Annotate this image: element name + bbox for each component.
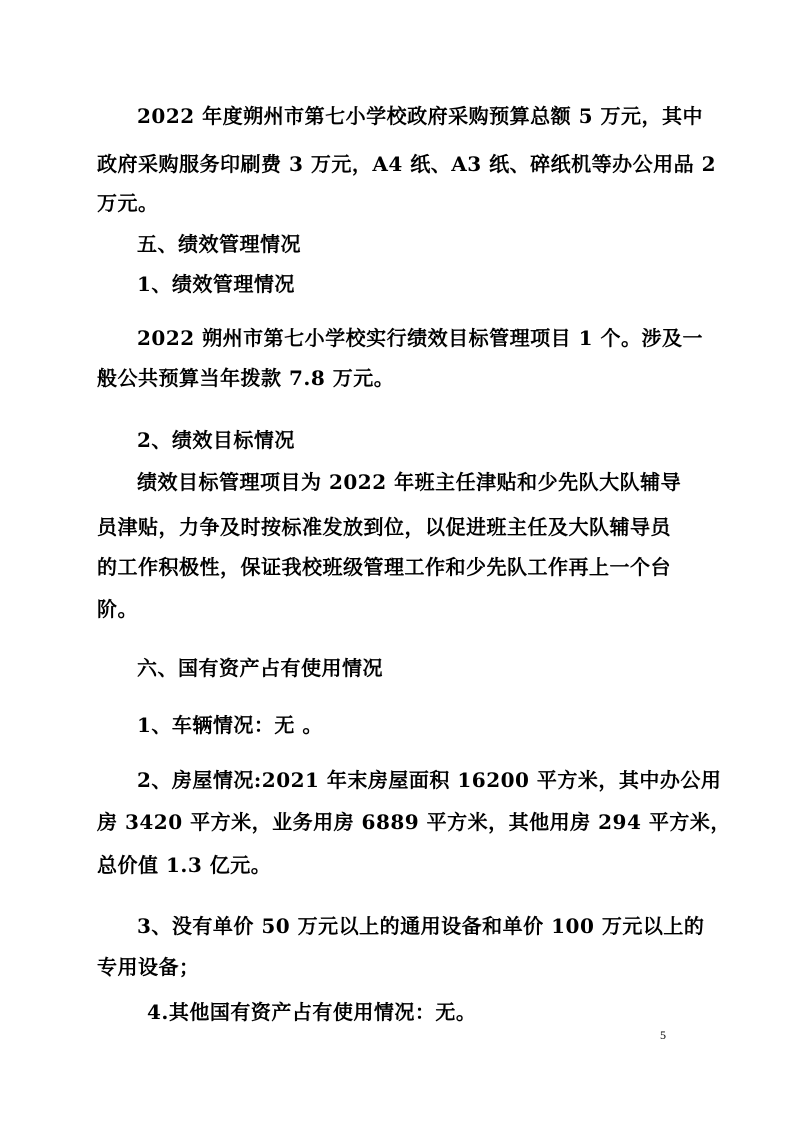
perf-mgmt-line-1: 2022 朔州市第七小学校实行绩效目标管理项目 1 个。涉及一 bbox=[137, 326, 703, 350]
housing-line-2: 房 3420 平方米，业务用房 6889 平方米，其他用房 294 平方米， bbox=[97, 810, 731, 834]
procurement-line-2: 政府采购服务印刷费 3 万元，A4 纸、A3 纸、碎纸机等办公用品 2 bbox=[97, 152, 717, 176]
equipment-line-1: 3、没有单价 50 万元以上的通用设备和单价 100 万元以上的 bbox=[137, 914, 705, 938]
housing-line-1: 2、房屋情况:2021 年末房屋面积 16200 平方米，其中办公用 bbox=[137, 768, 722, 792]
page-number: 5 bbox=[660, 1028, 666, 1042]
vehicles-line: 1、车辆情况：无 。 bbox=[137, 713, 323, 737]
perf-goal-line-3: 的工作积极性，保证我校班级管理工作和少先队工作再上一个台 bbox=[97, 555, 671, 579]
subsection-1-heading: 1、绩效管理情况 bbox=[137, 272, 295, 296]
housing-line-3: 总价值 1.3 亿元。 bbox=[97, 853, 272, 877]
procurement-line-3: 万元。 bbox=[97, 191, 159, 215]
perf-goal-line-4: 阶。 bbox=[97, 597, 138, 621]
equipment-line-2: 专用设备； bbox=[97, 955, 200, 979]
perf-goal-line-2: 员津贴，力争及时按标准发放到位，以促进班主任及大队辅导员 bbox=[97, 515, 671, 539]
subsection-2-heading: 2、绩效目标情况 bbox=[137, 428, 295, 452]
perf-mgmt-line-2: 般公共预算当年拨款 7.8 万元。 bbox=[97, 366, 395, 390]
perf-goal-line-1: 绩效目标管理项目为 2022 年班主任津贴和少先队大队辅导 bbox=[137, 470, 682, 494]
section-6-heading: 六、国有资产占有使用情况 bbox=[137, 656, 383, 680]
section-5-heading: 五、绩效管理情况 bbox=[137, 232, 301, 256]
other-assets-line: 4.其他国有资产占有使用情况：无。 bbox=[147, 1000, 477, 1024]
procurement-line-1: 2022 年度朔州市第七小学校政府采购预算总额 5 万元，其中 bbox=[137, 104, 703, 128]
